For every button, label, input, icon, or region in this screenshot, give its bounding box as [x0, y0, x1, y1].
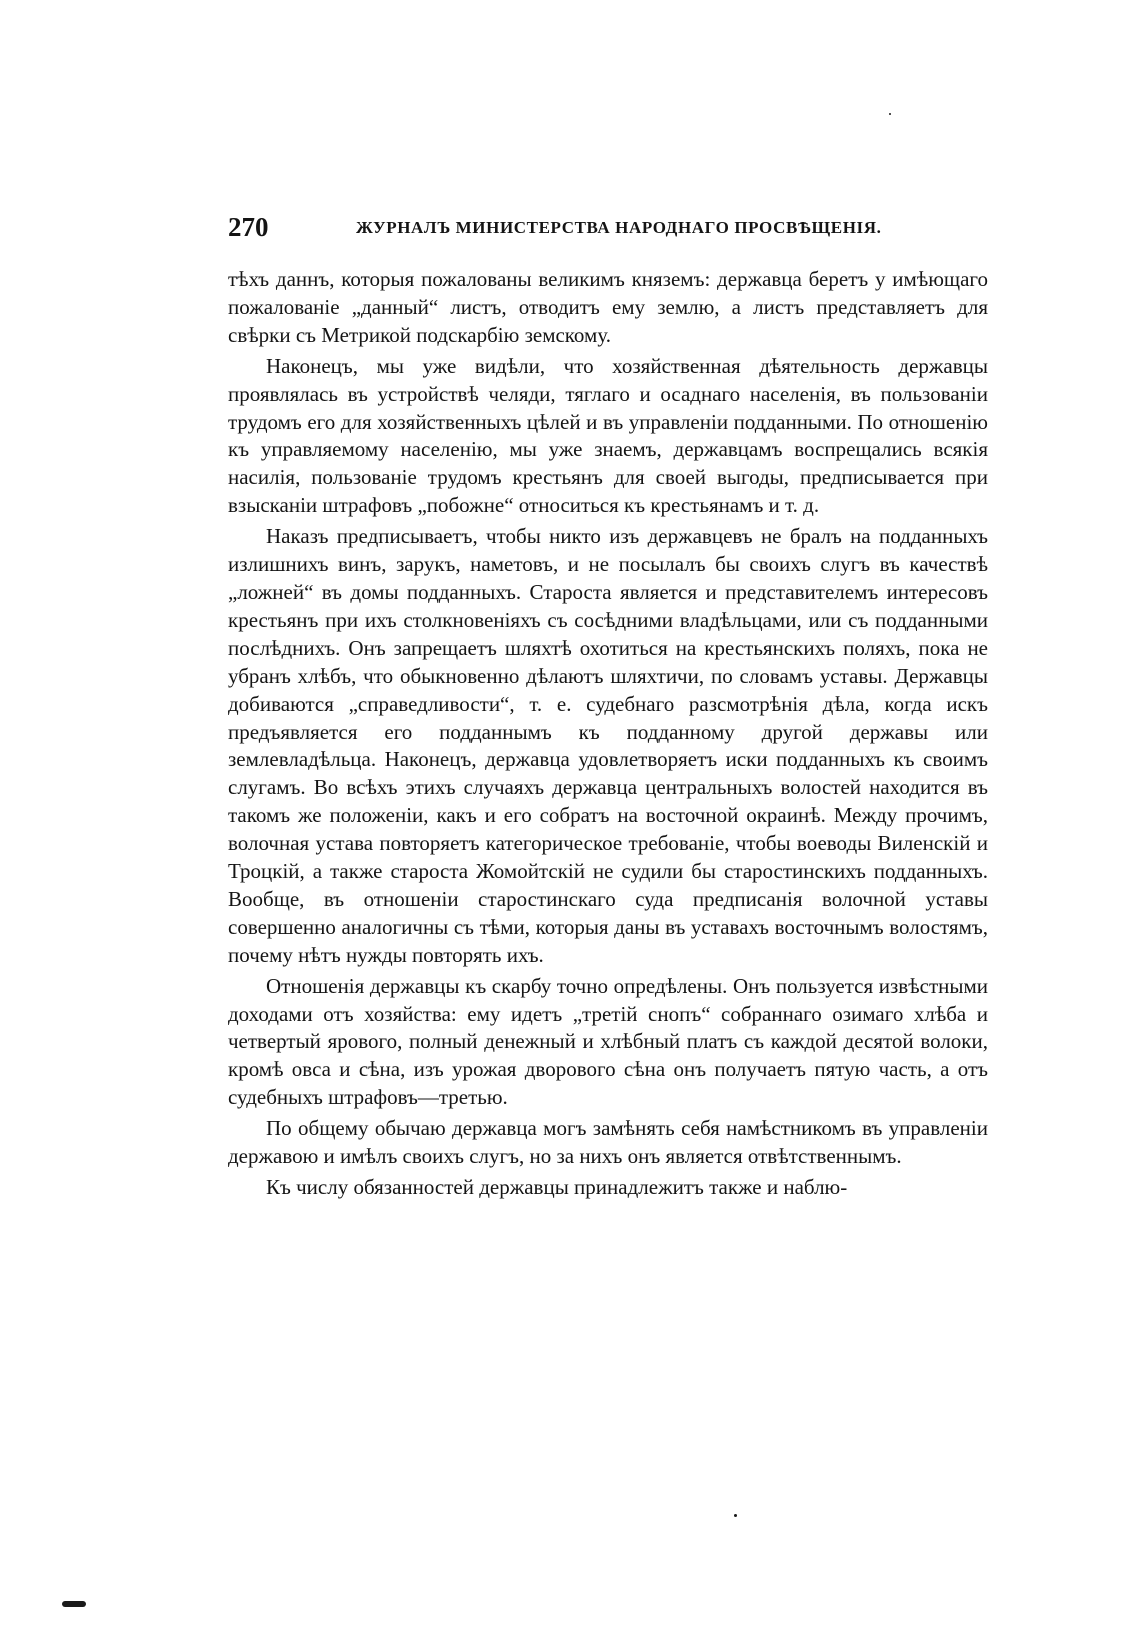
page-number: 270 [228, 212, 269, 242]
scan-mark [62, 1601, 86, 1607]
paragraph: Наконецъ, мы уже видѣли, что хозяйственная дѣятельность державцы проявлялась въ устройствѣ челяди, тяглаго и осаднаго населенія, въ пользованіи трудомъ его для хозяйственныхъ цѣлей и въ управленіи подданными. По отношенію къ управляемому населенію, мы уже знаемъ, державцамъ воспрещались всякія насилія, пользованіе трудомъ крестьянъ для своей выгоды, предписывается при взысканіи штрафовъ „побожне“ относиться къ крестьянамъ и т. д. [228, 353, 988, 518]
paragraph: По общему обычаю державца могъ замѣнять себя намѣстникомъ въ управленіи державою и имѣлъ своихъ слугъ, но за нихъ онъ является отвѣтственнымъ. [228, 1116, 988, 1169]
running-head: ЖУРНАЛЪ МИНИСТЕРСТВА НАРОДНАГО ПРОСВѢЩЕНІЯ. [356, 218, 882, 237]
page-header [228, 212, 988, 252]
ink-speck [734, 1514, 737, 1517]
ink-speck [889, 113, 891, 115]
paragraph: тѣхъ даннъ, которыя пожалованы великимъ княземъ: державца беретъ у имѣющаго пожалованіе „данный“ листъ, отводитъ ему землю, а листъ представляетъ для свѣрки съ Метрикой подскарбію земскому. [228, 267, 988, 347]
paragraph: Отношенія державцы къ скарбу точно опредѣлены. Онъ пользуется извѣстными доходами отъ хозяйства: ему идетъ „третій снопъ“ собраннаго озимаго хлѣба и четвертый ярового, полный денежный и хлѣбный платъ съ каждой десятой волоки, кромѣ овса и сѣна, изъ урожая дворового сѣна онъ получаетъ пятую часть, а отъ судебныхъ штрафовъ—третью. [228, 973, 988, 1110]
paragraph: Наказъ предписываетъ, чтобы никто изъ державцевъ не бралъ на подданныхъ излишнихъ винъ, зарукъ, наметовъ, и не посылалъ бы своихъ слугъ въ качествѣ „ложней“ въ домы подданныхъ. Староста является и представителемъ интересовъ крестьянъ при ихъ столкновеніяхъ съ сосѣдними владѣльцами, или съ подданными послѣднихъ. Онъ запрещаетъ шляхтѣ охотиться на крестьянскихъ поляхъ, пока не убранъ хлѣбъ, что обыкновенно дѣлаютъ шляхтичи, по словамъ уставы. Державцы добиваются „справедливости“, т. е. судебнаго разсмотрѣнія дѣла, когда искъ предъявляется его подданнымъ къ подданному другой державы или землевладѣльца. Наконецъ, державца удовлетворяетъ иски подданныхъ къ своимъ слугамъ. Во всѣхъ этихъ случаяхъ державца центральныхъ волостей находится въ такомъ же положеніи, какъ и его собратъ на восточной окраинѣ. Между прочимъ, волочная устава повторяетъ категорическое требованіе, чтобы воеводы Виленскій и Троцкій, а также староста Жомойтскій не судили бы старостинскихъ подданныхъ. Вообще, въ отношеніи старостинскаго суда предписанія волочной уставы совершенно аналогичны съ тѣми, которыя даны въ уставахъ восточнымъ волостямъ, почему нѣтъ нужды повторять ихъ. [228, 524, 988, 967]
body-text [228, 266, 988, 1202]
paragraph: Къ числу обязанностей державцы принадлежитъ также и наблю- [266, 1175, 848, 1199]
